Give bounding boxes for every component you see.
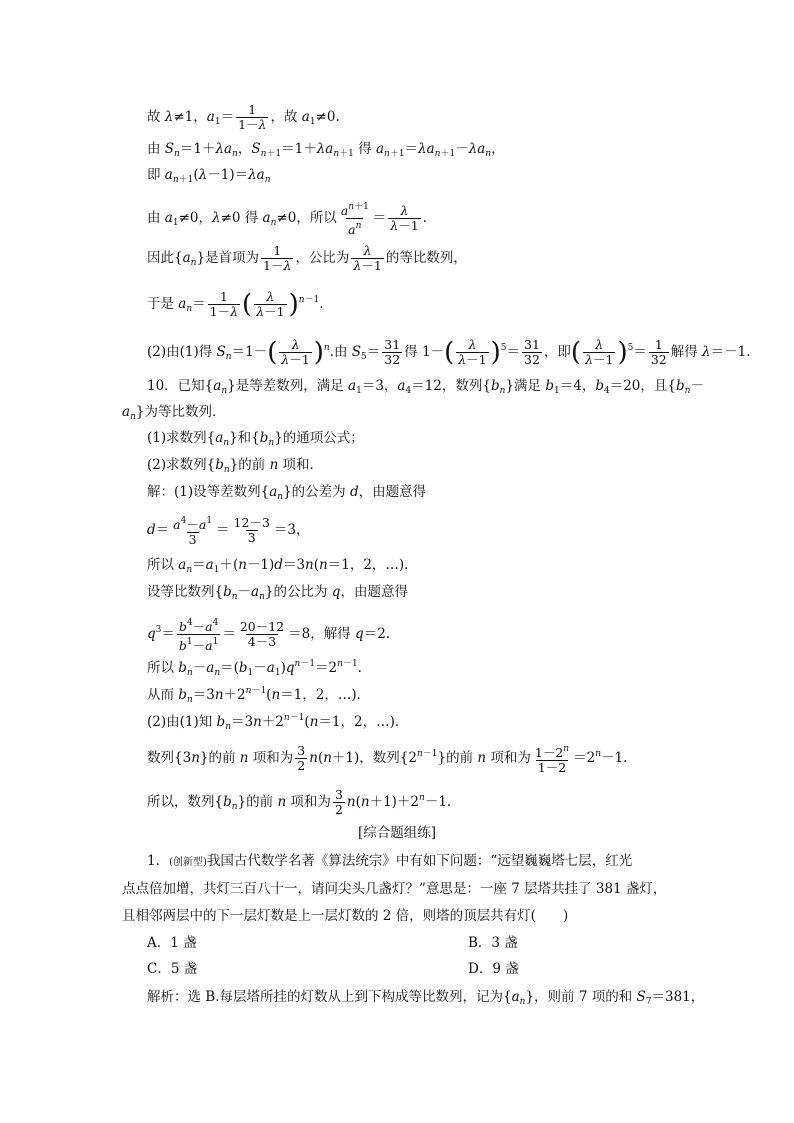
- line-part2: (2)由(1)得 $S_n=1-$( $\frac{\lambda}{\lambda-1}$ )$^n$.由 $S_5=$ $\frac{31}{32}$ 得 1－( $\frac{\lambda}{\lambda-1}$ )$^5$＝ $\frac{31}{32}$ ，即( $\frac{\lambda}{\lambda-1}$ )$^5$＝ $\frac{1}{32}$ 解得 λ＝－1.: [147, 337, 751, 368]
- solution-line7: 从而 $b_n=3n+2^{n-1}(n=1$，2，…)．: [147, 686, 371, 705]
- solution-line1: 解：(1)设等差数列$\{a_n\}$的公差为 d，由题意得: [147, 484, 427, 502]
- problem-1-line1: 1．(创新型)我国古代数学名著《算法统宗》中有如下问题：“远望巍巍塔七层，红光: [147, 853, 633, 869]
- question-10-line2: $a_n$}为等比数列．: [122, 404, 226, 422]
- line-ratio-relation: 即 $a_{n+1}(\lambda-1)=\lambda a_n$: [147, 167, 271, 185]
- analysis-line: 解析：选 B.每层塔所挂的灯数从上到下构成等比数列，记为$\{a_n\}$，则前 7 项的和 $S_7=381$，: [147, 989, 705, 1007]
- option-b[interactable]: B．3 盏: [468, 935, 518, 951]
- problem-1-line3: 且相邻两层中的下一层灯数是上一层灯数的 2 倍，则塔的顶层共有灯( ): [122, 908, 569, 924]
- section-heading: [综合题组练]: [357, 825, 437, 841]
- solution-line9: 数列{3n}的前 n 项和为 $\frac{3}{2}$ n(n＋1)，数列$\{2^{n-1}\}$的前 n 项和为 $\frac{1-2^n}{1-2}$ $=2^n-1$.: [147, 743, 628, 775]
- problem-1-line2: 点点倍加增，共灯三百八十一，请问尖头几盏灯？”意思是：一座 7 层塔共挂了 381 盏灯，: [122, 881, 667, 897]
- option-c[interactable]: C．5 盏: [147, 961, 198, 977]
- option-a[interactable]: A．1 盏: [147, 935, 197, 951]
- problem-1-text-a: 我国古代数学名著《算法统宗》中有如下问题：“远望巍巍塔七层，红光: [206, 853, 633, 869]
- line-geometric: 因此$\{a_n\}$是首项为 $\frac{1}{1-\lambda}$ ，公比为 $\frac{\lambda}{\lambda-1}$ 的等比数列，: [147, 243, 467, 273]
- solution-line8: (2)由(1)知 $b_n=3n+2^{n-1}(n=1$，2，…)．: [147, 713, 409, 732]
- question-10-part1: (1)求数列$\{a_n\}$和$\{b_n\}$的通项公式；: [147, 430, 364, 448]
- line-recurrence: 由 $S_n=1+\lambda a_n$，$S_{n+1}=1+\lambda a_{n+1}$ 得 $a_{n+1}=\lambda a_{n+1}-\lambda a_n$，: [147, 141, 505, 159]
- problem-tag: (创新型): [169, 857, 207, 868]
- line-a1-value: 故 λ≠1，$a_1=$ $\frac{1}{1-\lambda}$ ，故 $a_1\ne 0$.: [147, 102, 340, 132]
- solution-line4: 设等比数列$\{b_n-a_n\}$的公比为 q，由题意得: [147, 584, 408, 602]
- solution-line3: 所以 $a_n=a_1+(n-1)d=3n(n=1$，2，…)．: [147, 557, 418, 575]
- line-general-term: 于是 $a_n=$ $\frac{1}{1-\lambda}$ ( $\frac{\lambda}{\lambda-1}$ )$^{n-1}$.: [147, 289, 324, 320]
- question-10-part2: (2)求数列$\{b_n\}$的前 n 项和．: [147, 457, 324, 475]
- solution-line5: $q^3=$ $\frac{b^4-a^4}{b^1-a^1}$ ＝ $\frac{20-12}{4-3}$ ＝8，解得 q＝2.: [147, 618, 391, 653]
- solution-line6: 所以 $b_n-a_n=(b_1-a_1)q^{n-1}=2^{n-1}$.: [147, 659, 362, 678]
- line-ratio: 由 $a_1\ne 0$，λ≠0 得 $a_n\ne 0$，所以 $\frac{a^{n+1}}{a^n}$ ＝ $\frac{\lambda}{\lambda-1}$ .: [147, 202, 427, 237]
- option-d[interactable]: D．9 盏: [468, 961, 519, 977]
- solution-line2: d＝ $\frac{a^4-a^1}{3}$ ＝ $\frac{12-3}{3}$ ＝3，: [147, 515, 310, 547]
- question-10-line1: 10．已知$\{a_n\}$是等差数列，满足 $a_1=3$，$a_4=12$，数列$\{b_n\}$满足 $b_1=4$，$b_4=20$，且{$b_n-$: [147, 378, 704, 396]
- solution-line10: 所以，数列$\{b_n\}$的前 n 项和为 $\frac{3}{2}$ $n(n+1)+2^n-1$.: [147, 787, 452, 817]
